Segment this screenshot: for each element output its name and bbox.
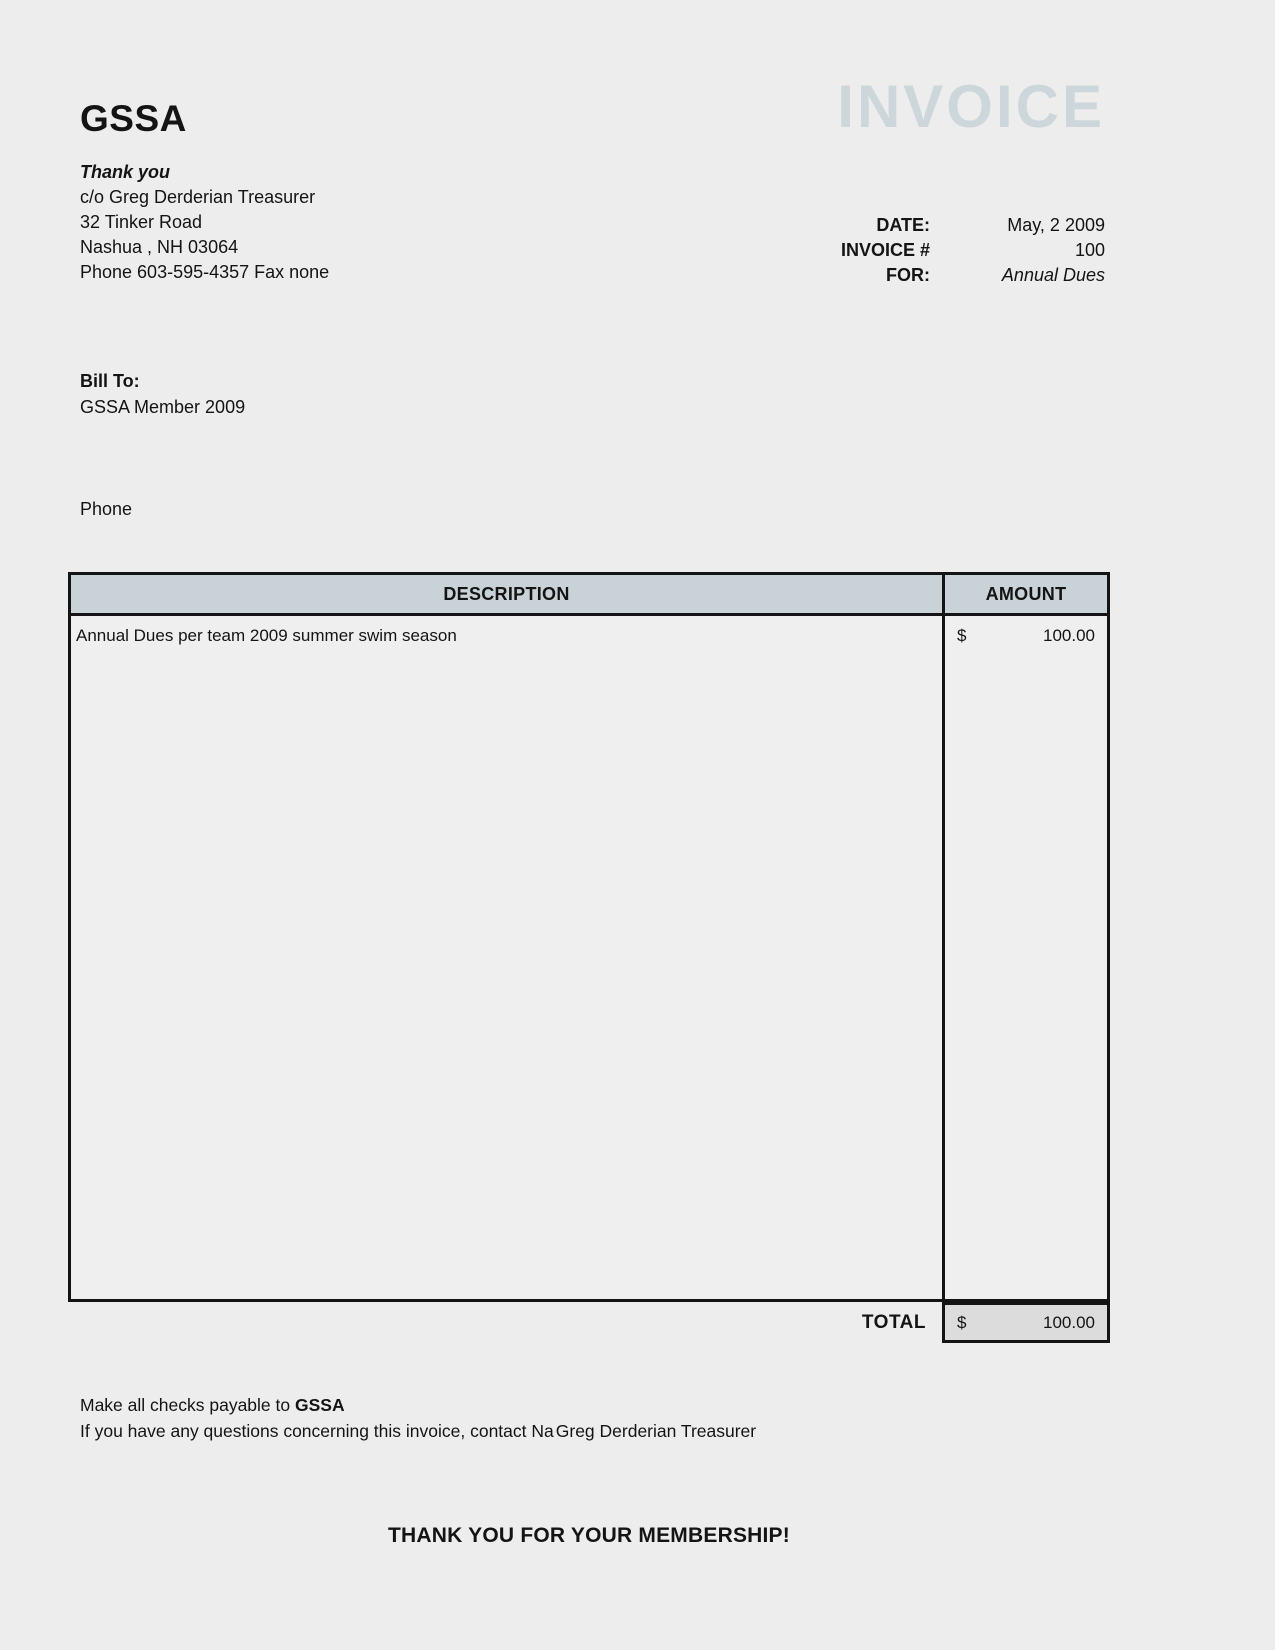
table-body — [71, 616, 1107, 1299]
bill-to-name: GSSA Member 2009 — [80, 397, 246, 417]
total-amount: 100.00 — [1043, 1312, 1095, 1332]
checks-payable-payee: GSSA — [294, 1395, 345, 1415]
invoice-title: INVOICE — [837, 73, 1105, 140]
invoice-for-label: FOR: — [886, 265, 930, 285]
footer-notes — [80, 1392, 756, 1444]
line-items-table — [68, 572, 1110, 1302]
description-column-header: DESCRIPTION — [443, 583, 570, 604]
line-item-amount-cell — [942, 616, 1107, 1299]
total-amount-box — [942, 1302, 1110, 1343]
invoice-date-label: DATE: — [876, 215, 930, 235]
invoice-number-value: 100 — [1074, 240, 1105, 260]
company-address-street: 32 Tinker Road — [80, 212, 203, 232]
thank-you-message: THANK YOU FOR YOUR MEMBERSHIP! — [388, 1524, 790, 1547]
total-currency: $ — [957, 1312, 967, 1332]
bill-to-phone-label: Phone — [80, 499, 133, 519]
questions-contact-name: Greg Derderian Treasurer — [555, 1421, 757, 1441]
invoice-number-label: INVOICE # — [840, 240, 930, 260]
company-name: GSSA — [80, 98, 187, 139]
company-tagline: Thank you — [80, 162, 171, 182]
checks-payable-text: Make all checks payable to — [80, 1395, 295, 1415]
line-item-amount: 100.00 — [1043, 626, 1095, 645]
line-item-currency: $ — [957, 626, 967, 645]
invoice-number-row — [670, 238, 1105, 263]
checks-payable-line — [80, 1392, 756, 1418]
invoice-for-row — [670, 263, 1105, 288]
table-header-row — [71, 575, 1107, 616]
bill-to-block — [80, 368, 245, 420]
questions-line — [80, 1418, 756, 1444]
invoice-date-row — [670, 213, 1105, 238]
invoice-for-value: Annual Dues — [1001, 265, 1105, 285]
questions-text: If you have any questions concerning this invoice, contact Na — [80, 1421, 554, 1441]
total-label: TOTAL — [861, 1311, 926, 1333]
amount-column-header: AMOUNT — [942, 575, 1107, 613]
company-address-care-of: c/o Greg Derderian Treasurer — [80, 187, 316, 207]
line-item-description: Annual Dues per team 2009 summer swim season — [76, 626, 457, 645]
bill-to-label: Bill To: — [80, 371, 140, 391]
company-address-city: Nashua , NH 03064 — [80, 237, 239, 257]
invoice-meta-block — [670, 213, 1105, 288]
company-block — [80, 98, 329, 285]
invoice-date-value: May, 2 2009 — [1007, 215, 1105, 235]
company-phone-fax: Phone 603-595-4357 Fax none — [80, 262, 330, 282]
total-row — [68, 1302, 1110, 1343]
